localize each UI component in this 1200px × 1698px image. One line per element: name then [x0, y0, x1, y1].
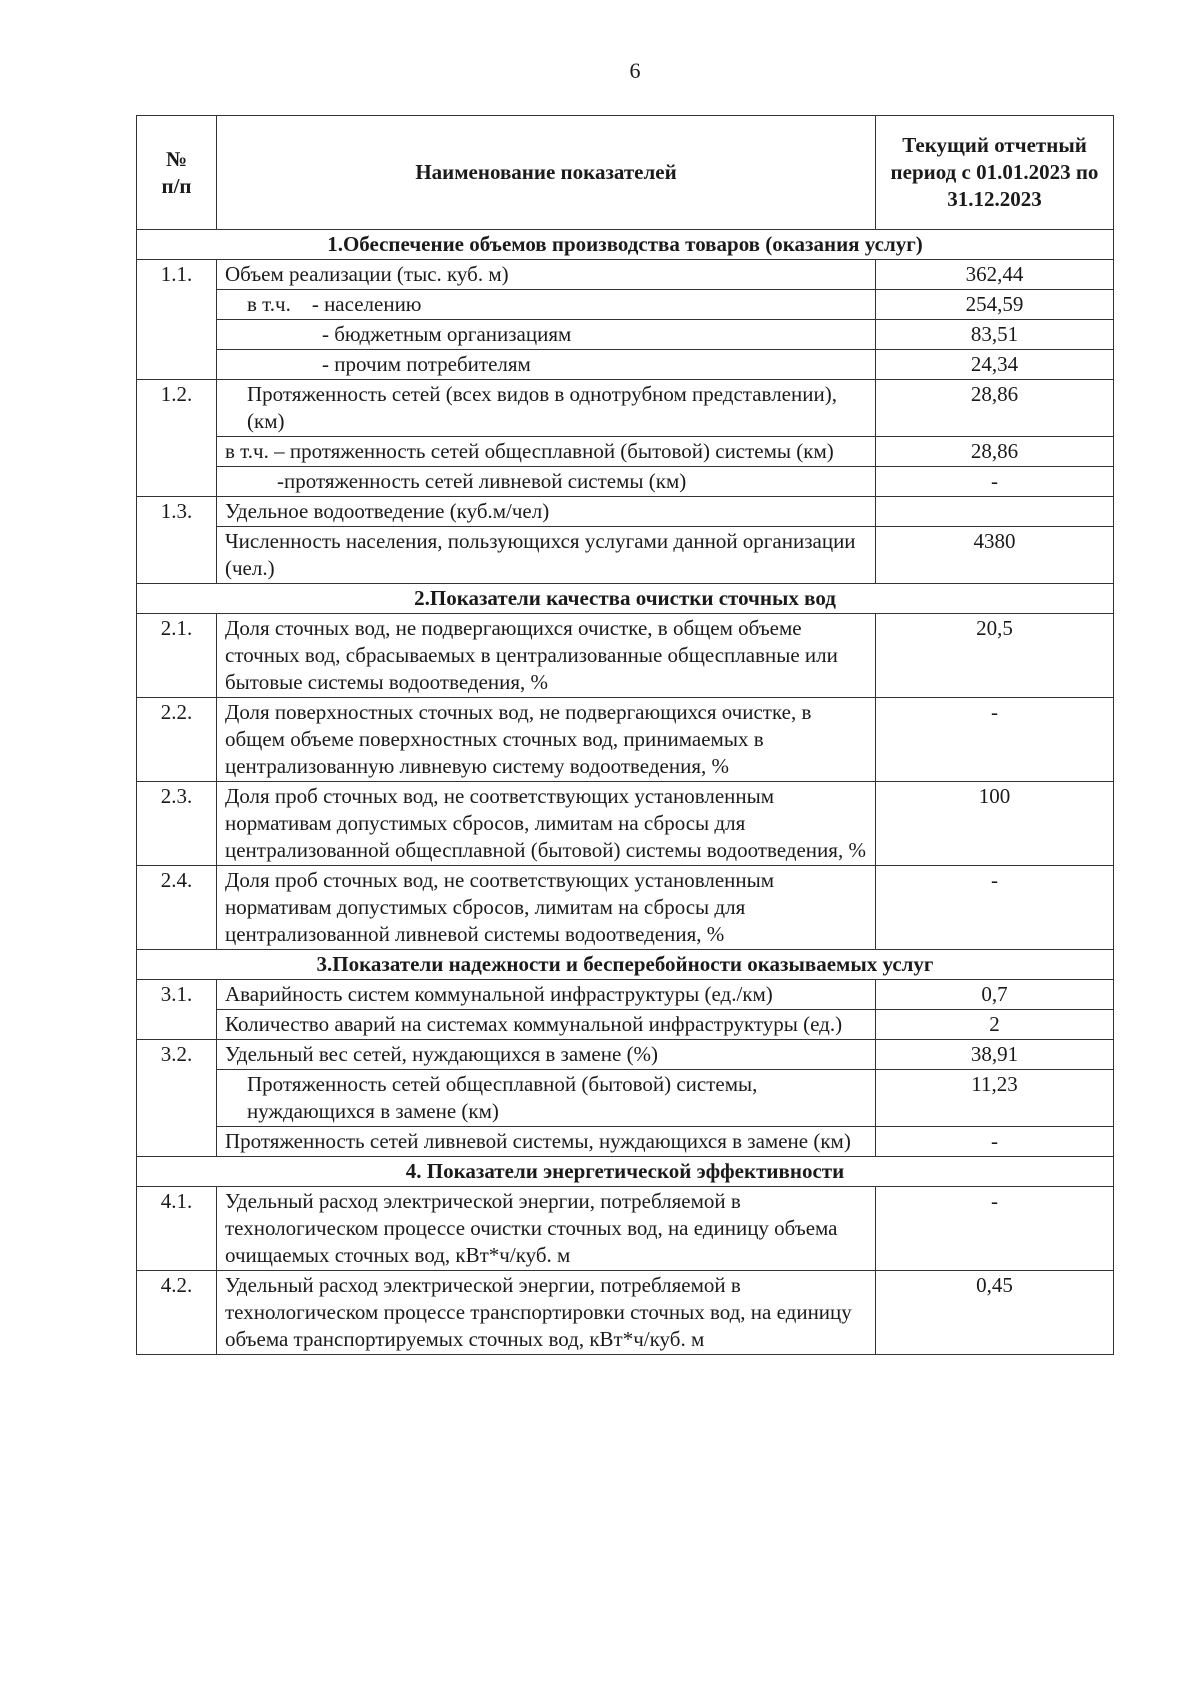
- table-row: [137, 1127, 1114, 1157]
- table-row: [137, 527, 1114, 584]
- row-value: -: [876, 1187, 1114, 1271]
- row-value: -: [876, 866, 1114, 950]
- row-name: - прочим потребителям: [217, 350, 876, 380]
- row-name: Удельный расход электрической энергии, потребляемой в технологическом процессе транспортировки сточных вод, на единицу объема транспортируемых сточных вод, кВт*ч/куб. м: [217, 1271, 876, 1355]
- row-number: 2.3.: [137, 782, 217, 866]
- table-row: [137, 437, 1114, 467]
- row-name: Количество аварий на системах коммунальной инфраструктуры (ед.): [217, 1010, 876, 1040]
- row-name: Удельный вес сетей, нуждающихся в замене (%): [217, 1040, 876, 1070]
- row-value: [876, 497, 1114, 527]
- section-title: 1.Обеспечение объемов производства товаров (оказания услуг): [137, 230, 1114, 260]
- row-name: -протяженность сетей ливневой системы (км): [217, 467, 876, 497]
- row-number: 2.1.: [137, 614, 217, 698]
- row-number: 2.4.: [137, 866, 217, 950]
- row-number: 3.1.: [137, 980, 217, 1040]
- section-row: [137, 1157, 1114, 1187]
- row-number: 1.3.: [137, 497, 217, 584]
- table-row: [137, 1010, 1114, 1040]
- row-value: -: [876, 467, 1114, 497]
- table-row: [137, 866, 1114, 950]
- row-value: 11,23: [876, 1070, 1114, 1127]
- table-row: [137, 350, 1114, 380]
- section-row: [137, 950, 1114, 980]
- row-value: 83,51: [876, 320, 1114, 350]
- row-value: 0,7: [876, 980, 1114, 1010]
- table-row: [137, 782, 1114, 866]
- row-name: Удельный расход электрической энергии, потребляемой в технологическом процессе очистки сточных вод, на единицу объема очищаемых сточных вод, кВт*ч/куб. м: [217, 1187, 876, 1271]
- row-value: 24,34: [876, 350, 1114, 380]
- page-number: 6: [629, 58, 641, 83]
- row-value: 28,86: [876, 437, 1114, 467]
- row-number: 2.2.: [137, 698, 217, 782]
- row-name: - бюджетным организациям: [217, 320, 876, 350]
- header-name: Наименование показателей: [217, 116, 876, 230]
- row-value: 0,45: [876, 1271, 1114, 1355]
- row-name: Объем реализации (тыс. куб. м): [217, 260, 876, 290]
- section-row: [137, 584, 1114, 614]
- table-header-row: [137, 116, 1114, 230]
- header-value: Текущий отчетный период с 01.01.2023 по 31.12.2023: [876, 116, 1114, 230]
- table-row: [137, 698, 1114, 782]
- header-number: № п/п: [137, 116, 217, 230]
- table-row: [137, 980, 1114, 1010]
- table-row: [137, 320, 1114, 350]
- row-value: 362,44: [876, 260, 1114, 290]
- row-value: 4380: [876, 527, 1114, 584]
- section-title: 3.Показатели надежности и бесперебойности оказываемых услуг: [137, 950, 1114, 980]
- row-value: -: [876, 698, 1114, 782]
- table-row: [137, 380, 1114, 437]
- table-row: [137, 1070, 1114, 1127]
- row-name: Протяженность сетей ливневой системы, нуждающихся в замене (км): [217, 1127, 876, 1157]
- indicators-table: [136, 115, 1114, 1355]
- table-row: [137, 290, 1114, 320]
- table-row: [137, 1040, 1114, 1070]
- row-number: 4.1.: [137, 1187, 217, 1271]
- section-title: 2.Показатели качества очистки сточных вод: [137, 584, 1114, 614]
- row-name: Удельное водоотведение (куб.м/чел): [217, 497, 876, 527]
- row-value: 20,5: [876, 614, 1114, 698]
- table-row: [137, 467, 1114, 497]
- row-value: -: [876, 1127, 1114, 1157]
- table-row: [137, 260, 1114, 290]
- row-name: Доля проб сточных вод, не соответствующих установленным нормативам допустимых сбросов, лимитам на сбросы для централизованной общесплавной (бытовой) системы водоотведения, %: [217, 782, 876, 866]
- row-name: в т.ч. - населению: [217, 290, 876, 320]
- row-number: 1.2.: [137, 380, 217, 497]
- row-name: в т.ч. – протяженность сетей общесплавной (бытовой) системы (км): [217, 437, 876, 467]
- table-row: [137, 1187, 1114, 1271]
- row-value: 28,86: [876, 380, 1114, 437]
- row-value: 38,91: [876, 1040, 1114, 1070]
- section-row: [137, 230, 1114, 260]
- section-title: 4. Показатели энергетической эффективности: [137, 1157, 1114, 1187]
- row-name: Аварийность систем коммунальной инфраструктуры (ед./км): [217, 980, 876, 1010]
- row-value: 100: [876, 782, 1114, 866]
- row-name: Протяженность сетей (всех видов в однотрубном представлении), (км): [217, 380, 876, 437]
- row-value: 2: [876, 1010, 1114, 1040]
- row-number: 1.1.: [137, 260, 217, 380]
- table-row: [137, 497, 1114, 527]
- row-name: Доля сточных вод, не подвергающихся очистке, в общем объеме сточных вод, сбрасываемых в централизованные общесплавные или бытовые системы водоотведения, %: [217, 614, 876, 698]
- row-name: Доля поверхностных сточных вод, не подвергающихся очистке, в общем объеме поверхностных сточных вод, принимаемых в централизованную ливневую систему водоотведения, %: [217, 698, 876, 782]
- row-name: Протяженность сетей общесплавной (бытовой) системы, нуждающихся в замене (км): [217, 1070, 876, 1127]
- table-row: [137, 614, 1114, 698]
- row-name: Доля проб сточных вод, не соответствующих установленным нормативам допустимых сбросов, лимитам на сбросы для централизованной ливневой системы водоотведения, %: [217, 866, 876, 950]
- row-number: 4.2.: [137, 1271, 217, 1355]
- row-number: 3.2.: [137, 1040, 217, 1157]
- row-value: 254,59: [876, 290, 1114, 320]
- row-name: Численность населения, пользующихся услугами данной организации (чел.): [217, 527, 876, 584]
- table-row: [137, 1271, 1114, 1355]
